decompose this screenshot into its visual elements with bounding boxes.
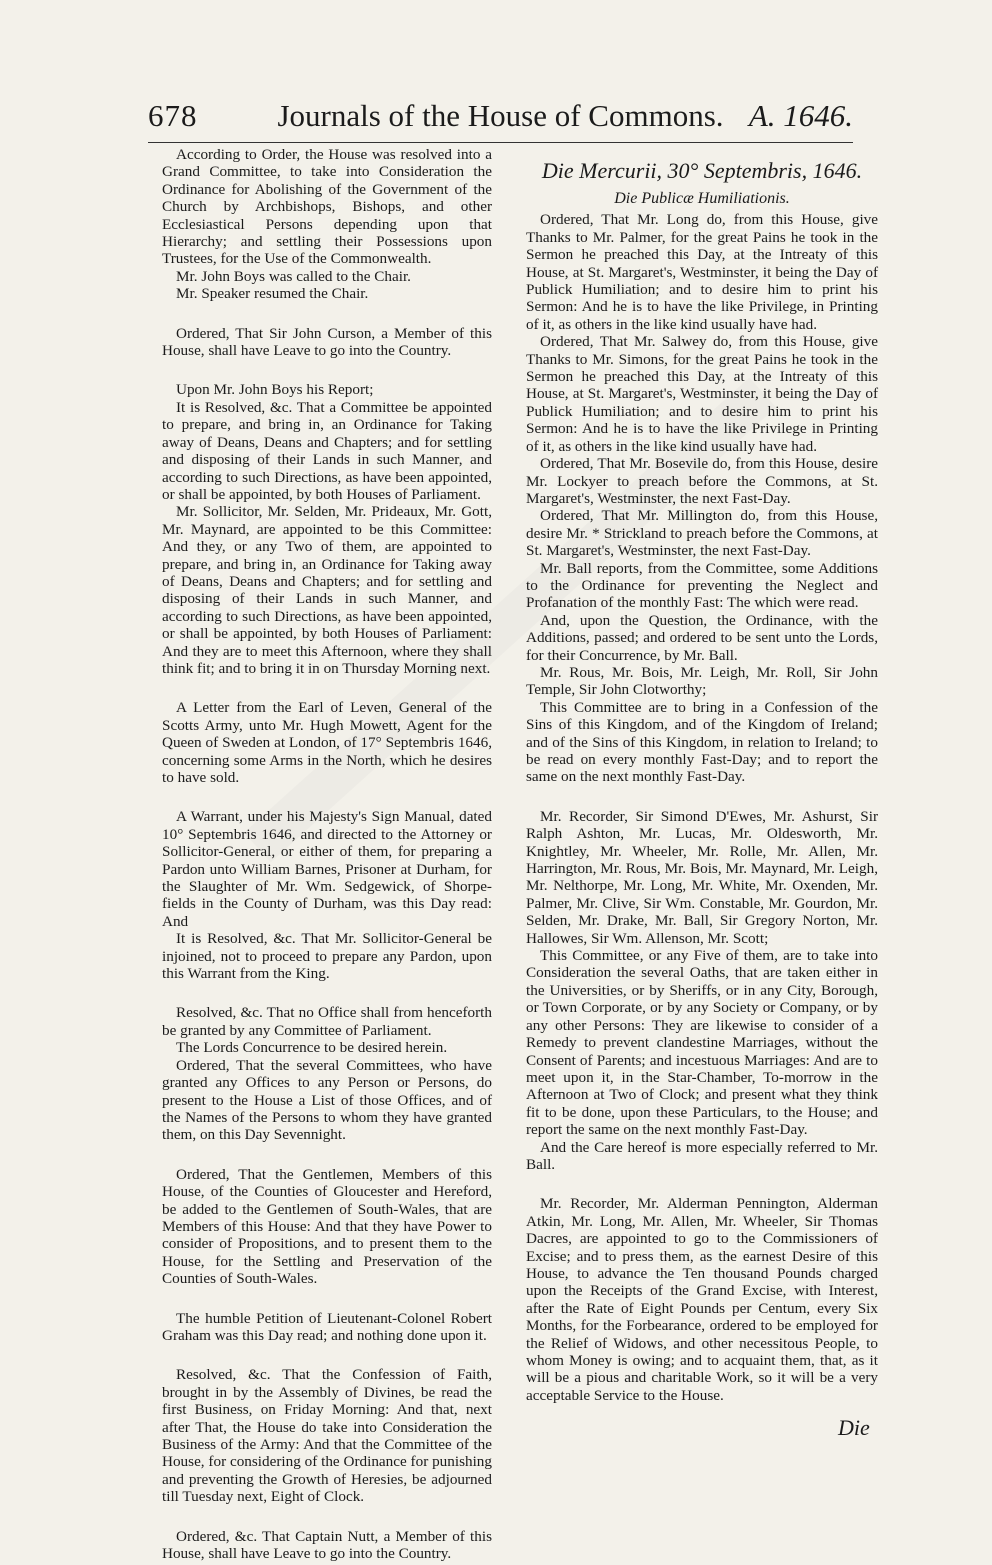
paragraph: This Committee are to bring in a Confession of the Sins of this Kingdom, and of the Kingdom of Ireland; and of the Sins of this Kingdom, in relation to Ireland; to be read on every monthly Fast-Day; and to report the same on the next monthly Fast-Day.: [526, 698, 878, 786]
paragraph: Ordered, That Mr. Long do, from this House, give Thanks to Mr. Palmer, for the great Pains he took in the Sermon he preached this Day, at the Intreaty of this House, at St. Margaret's, Westminster, it being the Day of Publick Humiliation; and to desire him to print his Sermon: And he is to have the like Privilege, in Printing of it, as others in the like kind usually have had.: [526, 211, 878, 333]
paragraph: A Letter from the Earl of Leven, General of the Scotts Army, unto Mr. Hugh Mowett, Agent for the Queen of Sweden at London, of 17° Septembris 1646, concerning some Arms in the North, which he desires to have sold.: [162, 699, 492, 786]
paragraph: Ordered, That the several Committees, who have granted any Offices to any Person or Persons, do present to the House a List of those Offices, and of the Names of the Persons to whom they have granted them, on this Day Sevennight.: [162, 1056, 492, 1144]
paragraph: Resolved, &c. That the Confession of Faith, brought in by the Assembly of Divines, be read the first Business, on Friday Morning: And that, next after That, the House do take into Consideration the Business of the Army: And that the Committee of the House, for considering of the Ordinance for punishing and preventing the Growth of Heresies, be adjourned till Tuesday next, Eight of Clock.: [162, 1366, 492, 1506]
paragraph: The humble Petition of Lieutenant-Colonel Robert Graham was this Day read; and nothing done upon it.: [162, 1309, 492, 1344]
page-header: [148, 98, 853, 143]
paragraph: Ordered, That Mr. Millington do, from this House, desire Mr. * Strickland to preach before the Commons, at St. Margaret's, Westminster, the next Fast-Day.: [526, 507, 878, 560]
journal-title: Journals of the House of Commons.: [277, 98, 724, 133]
right-column: [526, 146, 878, 1404]
paragraph: And the Care hereof is more especially referred to Mr. Ball.: [526, 1138, 878, 1173]
paragraph: Ordered, That the Gentlemen, Members of this House, of the Counties of Gloucester and Hereford, be added to the Gentlemen of South-Wales, that are Members of this House: And that they have Power to consider of Propositions, and to present them to the House, for the Settling and Preservation of the Counties of South-Wales.: [162, 1165, 492, 1288]
year-heading: A. 1646.: [748, 98, 853, 133]
paragraph: Ordered, That Sir John Curson, a Member of this House, shall have Leave to go into the Country.: [162, 324, 492, 360]
paragraph: Ordered, That Mr. Bosevile do, from this House, desire Mr. Lockyer to preach before the Commons, at St. Margaret's, Westminster, the next Fast-Day.: [526, 455, 878, 507]
page-number: 678: [148, 98, 198, 133]
paragraph: Mr. John Boys was called to the Chair.: [176, 267, 411, 285]
left-column: [162, 146, 492, 1562]
catchword: Die: [838, 1415, 870, 1440]
paragraph: It is Resolved, &c. That Mr. Sollicitor-General be injoined, not to proceed to prepare any Pardon, upon this Warrant from the King.: [162, 930, 492, 983]
paragraph: Ordered, &c. That Captain Nutt, a Member of this House, shall have Leave to go into the Country.: [162, 1527, 492, 1563]
paragraph: This Committee, or any Five of them, are to take into Consideration the several Oaths, that are taken either in the Universities, or by Sheriffs, or in any City, Borough, or Town Corporate, or by any Society or Company, or by any other Persons: They are likewise to consider of a Remedy to prevent clandestine Marriages, without the Consent of Parents; and incestuous Marriages: And are to meet upon it, in the Star-Chamber, To-morrow in the Afternoon at Two of Clock; and present what they think fit to be done, upon these Particulars, to the House; and report the same on the next monthly Fast-Day.: [526, 947, 878, 1139]
paragraph: Ordered, That Mr. Salwey do, from this House, give Thanks to Mr. Simons, for the great Pains he took in the Sermon he preached this Day, at the Intreaty of this House, at St. Margaret's, Westminster, it being the Day of Publick Humiliation; and to desire him to print his Sermon: And he is to have the like Privilege in Printing of it, as others in the like kind usually have had.: [526, 333, 878, 455]
paragraph: It is Resolved, &c. That a Committee be appointed to prepare, and bring in, an Ordinance for Taking away of Deans, Deans and Chapters; and for settling and disposing of their Lands in such Manner, and according to such Directions, as have been appointed, or shall be appointed, by both Houses of Parliament.: [162, 398, 492, 503]
paragraph: Mr. Speaker resumed the Chair.: [176, 285, 369, 303]
paragraph: According to Order, the House was resolved into a Grand Committee, to take into Consideration the Ordinance for Abolishing of the Government of the Church by Archbishops, Bishops, and other Ecclesiastical Persons depending upon that Hierarchy; and settling their Possessions upon Trustees, for the Use of the Commonwealth.: [162, 146, 492, 268]
paragraph: The Lords Concurrence to be desired herein.: [176, 1039, 448, 1057]
date-heading: Die Mercurii, 30° Septembris, 1646.: [541, 158, 863, 183]
paragraph: Resolved, &c. That no Office shall from henceforth be granted by any Committee of Parliament.: [162, 1004, 492, 1039]
day-subheading: Die Publicæ Humiliationis.: [614, 190, 790, 207]
paragraph: Mr. Recorder, Mr. Alderman Pennington, Alderman Atkin, Mr. Long, Mr. Allen, Mr. Wheeler, Sir Thomas Dacres, are appointed to go to the Commissioners of Excise; and to press them, as the earnest Desire of this House, to advance the Ten thousand Pounds charged upon the Receipts of the Grand Excise, with Interest, after the Rate of Eight Pounds per Centum, every Six Months, for the Forbearance, ordered to be employed for the Relief of Widows, and other necessitous People, to whom Money is owing; and to acquaint them, that, as it will be a pious and charitable Work, so it will be a very acceptable Service to the House.: [526, 1195, 878, 1404]
paragraph: Mr. Ball reports, from the Committee, some Additions to the Ordinance for preventing the Neglect and Profanation of the monthly Fast: The which were read.: [526, 559, 878, 612]
paragraph: Mr. Sollicitor, Mr. Selden, Mr. Prideaux, Mr. Gott, Mr. Maynard, are appointed to be this Committee: And they, or any Two of them, are appointed to prepare, and bring in, an Ordinance for Taking away of Deans, Deans and Chapters; and for settling and disposing of their Lands in such Manner, and according to such Directions, as have been appointed, or shall be appointed, by both Houses of Parliament: And they are to meet this Afternoon, where they shall think fit; and to bring it in on Thursday Morning next.: [162, 503, 492, 677]
paragraph: Mr. Rous, Mr. Bois, Mr. Leigh, Mr. Roll, Sir John Temple, Sir John Clotworthy;: [526, 663, 878, 699]
paragraph: Mr. Recorder, Sir Simond D'Ewes, Mr. Ashurst, Sir Ralph Ashton, Mr. Lucas, Mr. Oldesworth, Mr. Knightley, Mr. Wheeler, Mr. Rolle, Mr. Allen, Mr. Harrington, Mr. Rous, Mr. Bois, Mr. Maynard, Mr. Leigh, Mr. Nelthorpe, Mr. Long, Mr. White, Mr. Oxenden, Mr. Palmer, Mr. Clive, Sir Wm. Constable, Mr. Gourdon, Mr. Selden, Mr. Drake, Mr. Ball, Sir Gregory Norton, Mr. Hallowes, Sir Wm. Allenson, Mr. Scott;: [526, 807, 878, 947]
paragraph: A Warrant, under his Majesty's Sign Manual, dated 10° Septembris 1646, and directed to the Attorney or Sollicitor-General, or either of them, for preparing a Pardon unto William Barnes, Prisoner at Durham, for the Slaughter of Mr. Wm. Sedgewick, of Shorpe-fields in the County of Durham, was this Day read: And: [162, 808, 492, 930]
paragraph: Upon Mr. John Boys his Report;: [176, 381, 374, 399]
paragraph: And, upon the Question, the Ordinance, with the Additions, passed; and ordered to be sent unto the Lords, for their Concurrence, by Mr. Ball.: [526, 611, 878, 664]
